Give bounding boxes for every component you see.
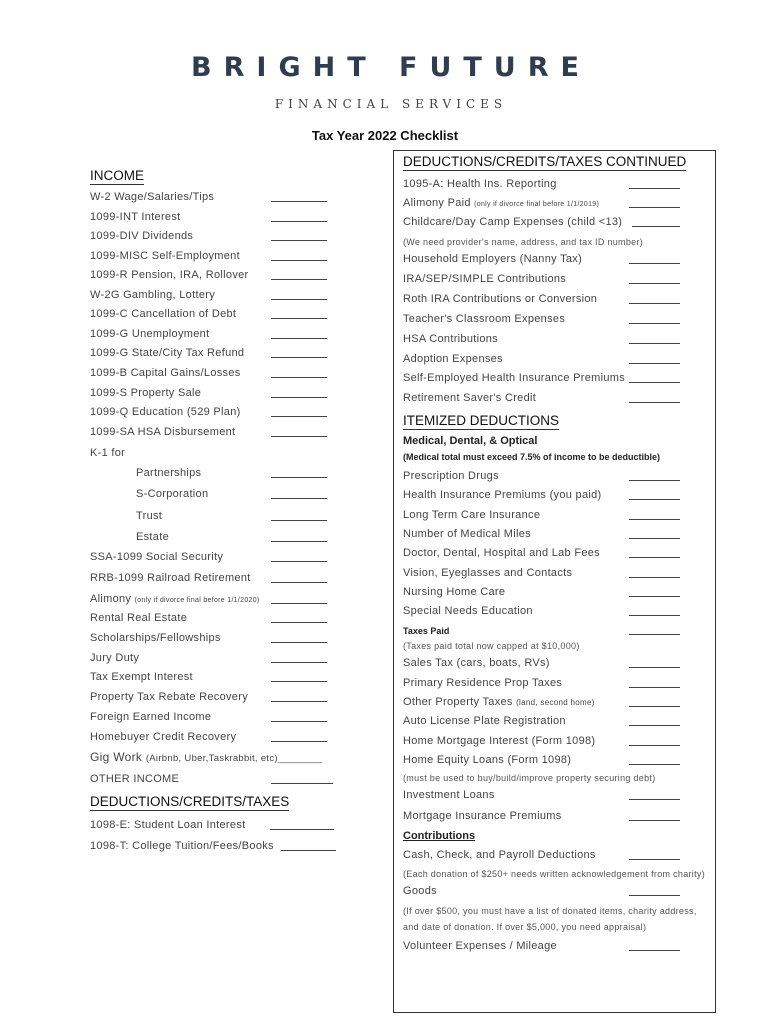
continued-item-label: Adoption Expenses [403,353,503,365]
goods-blank[interactable] [629,895,680,896]
income-item-label: 1099-S Property Sale [90,387,202,399]
income-item-label: W-2 Wage/Salaries/Tips [90,191,215,203]
cash-label: Cash, Check, and Payroll Deductions [403,849,596,861]
continued-item-label: Teacher's Classroom Expenses [403,313,566,325]
income-item-blank[interactable] [271,221,327,222]
alimony-paid-label: Alimony Paid [403,197,471,209]
student-loan-label: 1098-E: Student Loan Interest [90,819,246,831]
k1-label: K-1 for [90,447,126,459]
continued-item-label: IRA/SEP/SIMPLE Contributions [403,273,567,285]
other-property-note: (land, second home) [516,698,595,707]
page-title: Tax Year 2022 Checklist [311,128,459,143]
income-item-blank[interactable] [271,701,327,702]
income-item-blank[interactable] [271,397,327,398]
taxes-paid-blank[interactable] [629,634,680,635]
income-item-label: Property Tax Rebate Recovery [90,691,248,703]
continued-item-blank[interactable] [629,343,680,344]
income-item-label: W-2G Gambling, Lottery [90,289,215,301]
income-item-blank[interactable] [271,622,327,623]
medical-item-blank[interactable] [629,499,680,500]
mortgage-insurance-label: Mortgage Insurance Premiums [403,810,562,822]
income-item-label: Scholarships/Fellowships [90,632,221,644]
medical-subheading: Medical, Dental, & Optical [403,435,538,447]
tax-item-blank[interactable] [629,687,680,688]
income-item-label: 1099-G State/City Tax Refund [90,347,245,359]
medical-item-label: Special Needs Education [403,605,533,617]
income-item-blank[interactable] [271,279,327,280]
income-item-label: Jury Duty [90,652,140,664]
k1-item-blank[interactable] [271,477,327,478]
k1-item-label: Estate [136,531,169,543]
taxes-paid-note: (Taxes paid total now capped at $10,000) [403,641,580,651]
gig-work-row [90,751,323,765]
gig-work-note: (Airbnb, Uber,Taskrabbit, etc)________ [145,753,323,764]
medical-item-label: Doctor, Dental, Hospital and Lab Fees [403,547,600,559]
income-item-blank[interactable] [271,299,327,300]
company-logo [0,52,770,111]
cash-note: (Each donation of $250+ needs written acknowledgement from charity) [403,869,706,879]
tax-item-blank[interactable] [629,667,680,668]
mortgage-insurance-blank[interactable] [629,820,680,821]
other-income-blank[interactable] [271,783,333,784]
childcare-note: (We need provider's name, address, and tax ID number) [403,237,644,247]
other-income-label: OTHER INCOME [90,773,180,785]
health-ins-reporting-blank[interactable] [629,188,680,189]
medical-item-label: Nursing Home Care [403,586,506,598]
tuition-blank[interactable] [281,850,336,851]
income-item-label: 1099-R Pension, IRA, Rollover [90,269,249,281]
medical-item-blank[interactable] [629,480,680,481]
income-item-label: Rental Real Estate [90,612,188,624]
tax-item-label: Home Mortgage Interest (Form 1098) [403,735,596,747]
k1-item-blank[interactable] [271,541,327,542]
alimony-paid-blank[interactable] [629,207,680,208]
contributions-subheading: Contributions [403,830,476,842]
gig-work-label: Gig Work [90,750,143,764]
childcare-label: Childcare/Day Camp Expenses (child <13) [403,216,623,228]
medical-item-blank[interactable] [629,519,680,520]
income-item-blank[interactable] [271,260,327,261]
income-item-blank[interactable] [271,741,327,742]
continued-item-blank[interactable] [629,363,680,364]
alimony-paid-note: (only if divorce final before 1/1/2019) [474,201,600,208]
income-item-blank[interactable] [271,240,327,241]
medical-note: (Medical total must exceed 7.5% of income to be deductible) [403,452,661,462]
income-item-label: RRB-1099 Railroad Retirement [90,572,251,584]
k1-item-blank[interactable] [271,498,327,499]
continued-item-label: Self-Employed Health Insurance Premiums [403,372,626,384]
medical-item-blank[interactable] [629,557,680,558]
continued-item-label: Household Employers (Nanny Tax) [403,253,583,265]
income-item-blank[interactable] [271,662,327,663]
income-item-label: Foreign Earned Income [90,711,212,723]
tax-item-blank[interactable] [629,745,680,746]
investment-loans-blank[interactable] [629,799,680,800]
continued-item-blank[interactable] [629,263,680,264]
investment-loans-label: Investment Loans [403,789,495,801]
medical-item-blank[interactable] [629,577,680,578]
medical-item-label: Number of Medical Miles [403,528,531,540]
income-item-blank[interactable] [271,681,327,682]
income-item-blank[interactable] [271,416,327,417]
k1-item-label: Partnerships [136,467,202,479]
tax-item-label: Home Equity Loans (Form 1098) [403,754,572,766]
k1-item-blank[interactable] [271,520,327,521]
income-heading: INCOME [90,168,144,183]
income-item-blank[interactable] [271,338,327,339]
income-item-label: 1099-DIV Dividends [90,230,194,242]
volunteer-blank[interactable] [629,950,680,951]
logo-wordmark: BRIGHT FUTURE [191,52,591,83]
continued-item-label: Roth IRA Contributions or Conversion [403,293,598,305]
other-property-blank[interactable] [629,706,680,707]
medical-item-label: Health Insurance Premiums (you paid) [403,489,602,501]
cash-blank[interactable] [629,859,680,860]
income-item-blank[interactable] [271,582,327,583]
income-item-label: Homebuyer Credit Recovery [90,731,237,743]
continued-item-blank[interactable] [629,402,680,403]
continued-item-blank[interactable] [629,303,680,304]
income-item-label: 1099-B Capital Gains/Losses [90,367,241,379]
continued-heading: DEDUCTIONS/CREDITS/TAXES CONTINUED [403,154,687,169]
income-item-blank[interactable] [271,561,327,562]
student-loan-blank[interactable] [270,829,334,830]
itemized-heading: ITEMIZED DEDUCTIONS [403,413,560,428]
tax-item-label: Primary Residence Prop Taxes [403,677,563,689]
income-item-label: 1099-SA HSA Disbursement [90,426,236,438]
volunteer-label: Volunteer Expenses / Mileage [403,940,557,952]
tax-item-blank[interactable] [629,764,680,765]
income-item-label: 1099-C Cancellation of Debt [90,308,237,320]
tuition-label: 1098-T: College Tuition/Fees/Books [90,840,274,852]
income-item-blank[interactable] [271,721,327,722]
goods-note-2: and date of donation. If over $5,000, you need appraisal) [403,922,647,932]
income-item-label: 1099-MISC Self-Employment [90,250,240,262]
medical-item-label: Prescription Drugs [403,470,499,482]
goods-note-1: (If over $500, you must have a list of donated items, charity address, [403,906,697,916]
income-item-blank[interactable] [271,318,327,319]
income-item-blank[interactable] [271,357,327,358]
continued-item-blank[interactable] [629,382,680,383]
continued-item-label: HSA Contributions [403,333,498,345]
continued-item-blank[interactable] [629,283,680,284]
income-item-blank[interactable] [271,642,327,643]
logo-tagline: FINANCIAL SERVICES [274,97,508,111]
income-item-label: 1099-INT Interest [90,211,181,223]
income-item-label: 1099-Q Education (529 Plan) [90,406,241,418]
alimony-paid-row [403,197,599,211]
equity-note: (must be used to buy/build/improve property securing debt) [403,773,656,783]
alimony-label: Alimony [90,593,132,605]
alimony-blank[interactable] [271,603,327,604]
medical-item-blank[interactable] [629,596,680,597]
deductions-heading: DEDUCTIONS/CREDITS/TAXES [90,794,290,809]
continued-item-label: Retirement Saver's Credit [403,392,537,404]
income-item-label: SSA-1099 Social Security [90,551,224,563]
alimony-row [90,593,260,607]
tax-item-blank[interactable] [629,725,680,726]
income-item-label: 1099-G Unemployment [90,328,210,340]
income-item-label: Tax Exempt Interest [90,671,193,683]
tax-item-label: Sales Tax (cars, boats, RVs) [403,657,550,669]
other-property-row [403,696,595,709]
income-item-blank[interactable] [271,436,327,437]
health-ins-reporting-label: 1095-A: Health Ins. Reporting [403,178,557,190]
goods-label: Goods [403,885,437,897]
income-item-blank[interactable] [271,201,327,202]
medical-item-label: Long Term Care Insurance [403,509,541,521]
childcare-blank[interactable] [632,226,680,227]
k1-item-label: Trust [136,510,163,522]
medical-item-blank[interactable] [629,538,680,539]
income-item-blank[interactable] [271,377,327,378]
taxes-paid-subheading: Taxes Paid [403,626,450,636]
continued-item-blank[interactable] [629,323,680,324]
alimony-note: (only if divorce final before 1/1/2020) [134,597,260,604]
medical-item-label: Vision, Eyeglasses and Contacts [403,567,573,579]
k1-item-label: S-Corporation [136,488,209,500]
other-property-label: Other Property Taxes [403,696,513,708]
medical-item-blank[interactable] [629,615,680,616]
tax-item-label: Auto License Plate Registration [403,715,566,727]
